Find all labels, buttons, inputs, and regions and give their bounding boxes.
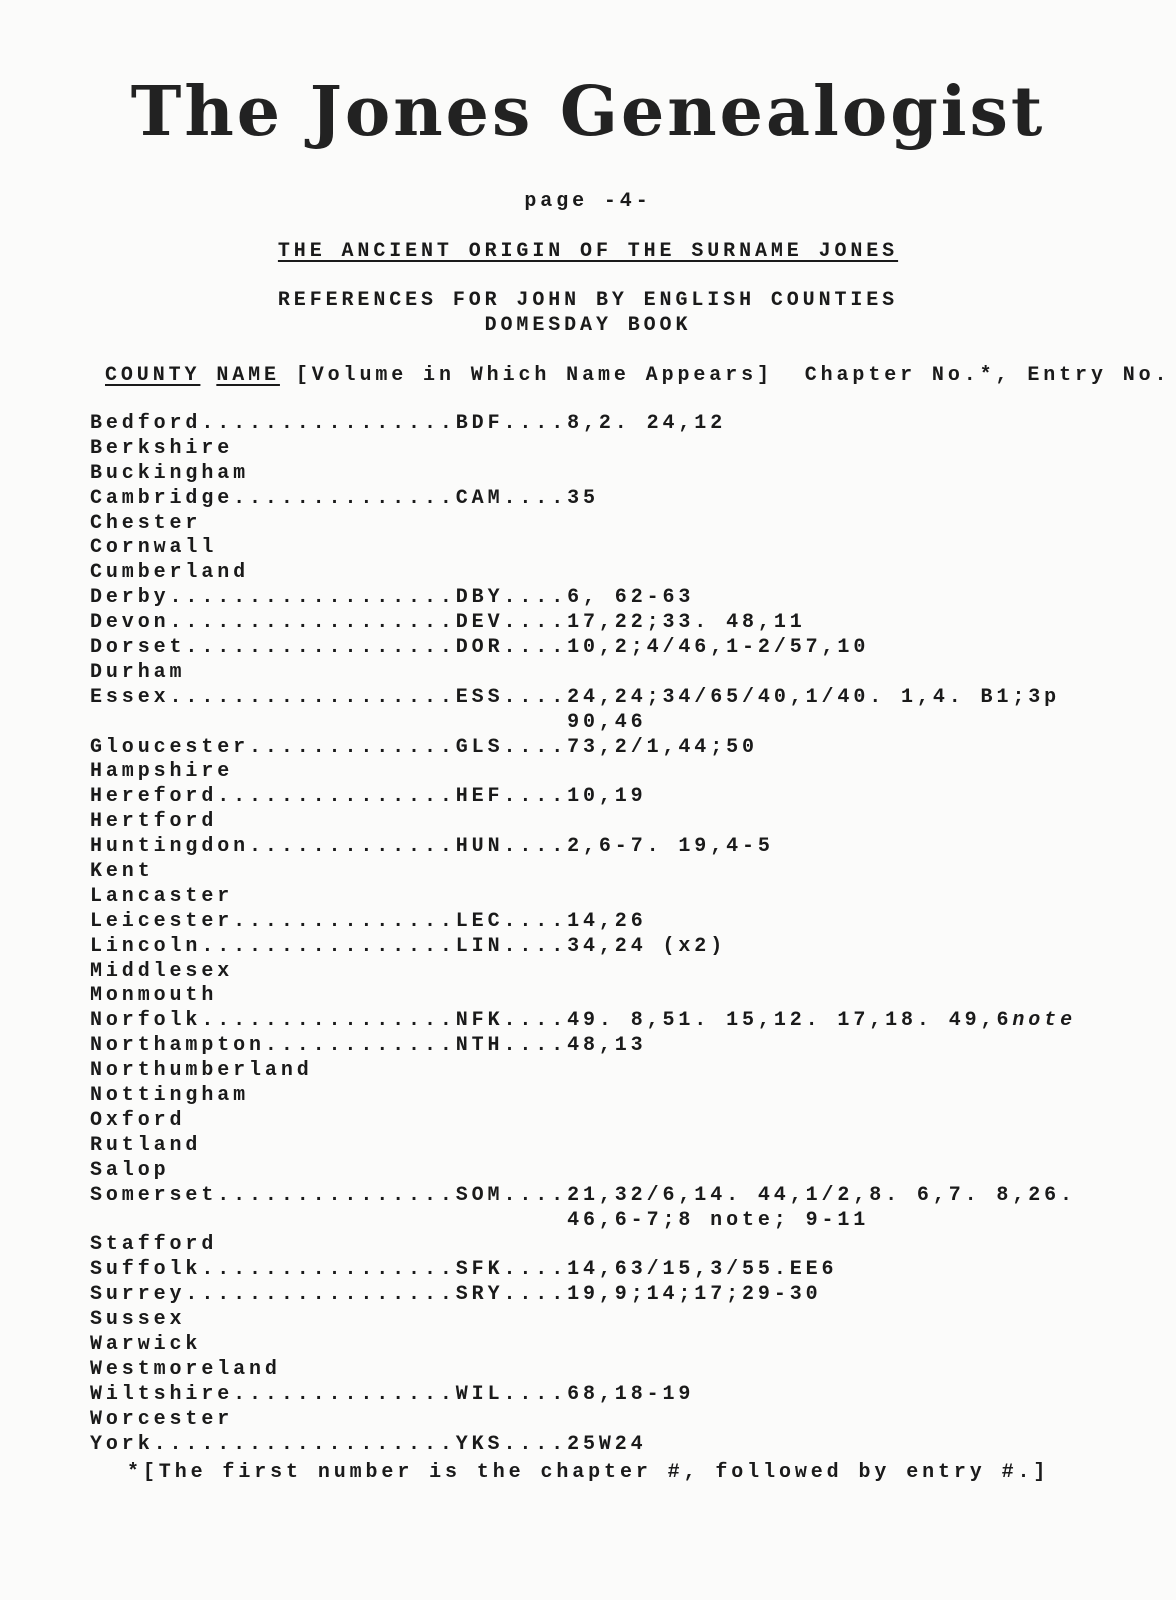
county-row <box>90 1009 1076 1034</box>
county-name: Gloucester <box>90 735 250 759</box>
leader-dots: .... <box>503 685 568 709</box>
volume-abbr: DEV <box>455 611 504 635</box>
chapter-entry-refs: 48,13 <box>567 1034 647 1058</box>
leader-dots: .... <box>503 1009 568 1033</box>
county-row <box>90 810 1076 835</box>
indent <box>90 711 567 734</box>
county-name: Sussex <box>90 1308 186 1332</box>
county-row <box>90 462 1076 487</box>
leader-dots: .... <box>503 735 568 759</box>
chapter-entry-refs: 34,24 (x2) <box>567 934 727 958</box>
indent <box>90 1209 567 1232</box>
leader-dots: .... <box>503 412 568 435</box>
leader-dots: .... <box>503 586 568 610</box>
volume-abbr: DBY <box>455 586 504 610</box>
leader-dots: .... <box>503 909 568 933</box>
county-row <box>90 835 1076 860</box>
volume-abbr: NTH <box>455 1034 504 1058</box>
leader-dots: .................. <box>169 611 456 635</box>
volume-abbr: DOR <box>455 636 504 660</box>
chapter-entry-refs: 10,2;4/46,1-2/57,10 <box>567 636 870 660</box>
chapter-entry-refs: 46,6-7;8 note; 9-11 <box>567 1208 870 1232</box>
county-row <box>90 487 1076 512</box>
county-row <box>90 785 1076 810</box>
county-name: Stafford <box>90 1233 218 1257</box>
county-row <box>90 586 1076 611</box>
county-row <box>90 935 1076 960</box>
county-name: Worcester <box>90 1407 234 1431</box>
county-name: Devon <box>90 611 170 635</box>
county-row <box>90 1134 1076 1159</box>
county-name: Chester <box>90 511 202 535</box>
county-name: Dorset <box>90 636 186 660</box>
leader-dots: ............. <box>249 835 456 859</box>
chapter-entry-refs: 35 <box>567 486 599 510</box>
leader-dots: ................ <box>201 1009 456 1033</box>
county-name: Northampton <box>90 1034 265 1058</box>
county-name: Middlesex <box>90 959 234 983</box>
county-name: Cumberland <box>90 561 250 585</box>
leader-dots: .............. <box>233 909 456 933</box>
county-row <box>90 736 1076 761</box>
chapter-entry-refs: 25W24 <box>567 1432 647 1456</box>
county-name: Salop <box>90 1158 170 1182</box>
chapter-entry-refs: 90,46 <box>567 710 647 734</box>
county-row <box>90 1034 1076 1059</box>
county-name: Monmouth <box>90 984 218 1008</box>
subheading-domesday: DOMESDAY BOOK <box>484 314 692 337</box>
county-name: Derby <box>90 586 170 610</box>
leader-dots: .... <box>503 1382 568 1406</box>
volume-abbr: WIL <box>455 1382 504 1406</box>
county-row <box>90 437 1076 462</box>
county-name: Somerset <box>90 1183 218 1207</box>
county-row <box>90 636 1076 661</box>
chapter-entry-refs: 19,9;14;17;29-30 <box>567 1283 822 1307</box>
chapter-entry-refs: 10,19 <box>567 785 647 809</box>
leader-dots: .... <box>503 934 568 958</box>
county-row-continuation <box>90 711 1076 736</box>
county-name: Hereford <box>90 785 218 809</box>
column-volume: [Volume in Which Name Appears] <box>295 364 773 387</box>
county-row <box>90 512 1076 537</box>
county-name: Cambridge <box>90 486 234 510</box>
volume-abbr: ESS <box>455 685 504 709</box>
county-row <box>90 1109 1076 1134</box>
county-row <box>90 536 1076 561</box>
county-row <box>90 1084 1076 1109</box>
county-name: Cornwall <box>90 536 218 560</box>
county-name: Leicester <box>90 909 234 933</box>
leader-dots: .............. <box>233 1382 456 1406</box>
column-county: COUNTY <box>105 364 201 387</box>
leader-dots: ................... <box>153 1432 456 1456</box>
county-row <box>90 984 1076 1009</box>
county-row <box>90 910 1076 935</box>
masthead-title: The Jones Genealogist <box>130 72 1046 152</box>
column-header <box>105 364 1170 387</box>
column-chapter-entry: Chapter No.*, Entry No. <box>804 364 1171 387</box>
county-row <box>90 661 1076 686</box>
county-name: Huntingdon <box>90 835 250 859</box>
volume-abbr: BDF <box>455 412 504 435</box>
county-name: Surrey <box>90 1283 186 1307</box>
volume-abbr: HUN <box>455 835 504 859</box>
volume-abbr: GLS <box>455 735 504 759</box>
county-name: Oxford <box>90 1108 186 1132</box>
county-name: Wiltshire <box>90 1382 234 1406</box>
county-row <box>90 1258 1076 1283</box>
chapter-entry-refs: 73,2/1,44;50 <box>567 735 758 759</box>
leader-dots: .................. <box>169 586 456 610</box>
county-row <box>90 561 1076 586</box>
leader-dots: .... <box>503 835 568 859</box>
volume-abbr: HEF <box>455 785 504 809</box>
county-row <box>90 1333 1076 1358</box>
county-row <box>90 412 1076 437</box>
volume-abbr: CAM <box>455 486 504 510</box>
article-heading: THE ANCIENT ORIGIN OF THE SURNAME JONES <box>277 240 899 263</box>
volume-abbr: SFK <box>455 1258 504 1282</box>
county-name: Buckingham <box>90 461 250 485</box>
leader-dots: ............... <box>217 1183 456 1207</box>
chapter-entry-refs: 21,32/6,14. 44,1/2,8. 6,7. 8,26. <box>567 1183 1076 1207</box>
county-row <box>90 611 1076 636</box>
county-name: Lincoln <box>90 934 202 958</box>
county-row <box>90 686 1076 711</box>
county-row-continuation <box>90 1209 1076 1234</box>
county-name: Nottingham <box>90 1084 250 1108</box>
county-row <box>90 1233 1076 1258</box>
leader-dots: .... <box>503 486 568 510</box>
leader-dots: .... <box>503 1258 568 1282</box>
refs-note: note <box>1012 1009 1076 1033</box>
county-name: Bedford <box>90 412 202 435</box>
leader-dots: .................. <box>169 685 456 709</box>
county-name: Essex <box>90 685 170 709</box>
county-name: Kent <box>90 860 154 884</box>
leader-dots: .............. <box>233 486 456 510</box>
county-name: Westmoreland <box>90 1357 281 1381</box>
county-name: Suffolk <box>90 1258 202 1282</box>
leader-dots: .... <box>503 1183 568 1207</box>
leader-dots: ................ <box>201 934 456 958</box>
county-name: Northumberland <box>90 1059 313 1083</box>
county-row <box>90 1383 1076 1408</box>
volume-abbr: YKS <box>455 1432 504 1456</box>
county-name: Hampshire <box>90 760 234 784</box>
county-row <box>90 1433 1076 1458</box>
leader-dots: .... <box>503 785 568 809</box>
chapter-entry-refs: 6, 62-63 <box>567 586 695 610</box>
leader-dots: .... <box>503 611 568 635</box>
county-row <box>90 1408 1076 1433</box>
county-row <box>90 885 1076 910</box>
county-row <box>90 1059 1076 1084</box>
leader-dots: ............ <box>264 1034 456 1058</box>
leader-dots: ................. <box>185 1283 456 1307</box>
leader-dots: ............... <box>217 785 456 809</box>
county-row <box>90 1184 1076 1209</box>
leader-dots: ................ <box>201 412 456 435</box>
county-row <box>90 1283 1076 1308</box>
leader-dots: .... <box>503 1034 568 1058</box>
page-number: page -4- <box>524 190 652 213</box>
county-row <box>90 960 1076 985</box>
county-name: Rutland <box>90 1133 202 1157</box>
chapter-entry-refs: 14,26 <box>567 909 647 933</box>
subheading-references: REFERENCES FOR JOHN BY ENGLISH COUNTIES <box>277 289 899 312</box>
chapter-entry-refs: 24,24;34/65/40,1/40. 1,4. B1;3p <box>567 685 1061 709</box>
chapter-entry-refs: 2,6-7. 19,4-5 <box>567 835 774 859</box>
county-name: York <box>90 1432 154 1456</box>
volume-abbr: SRY <box>455 1283 504 1307</box>
leader-dots: .... <box>503 1432 568 1456</box>
county-name: Berkshire <box>90 436 234 460</box>
volume-abbr: SOM <box>455 1183 504 1207</box>
leader-dots: ............. <box>249 735 456 759</box>
county-name: Norfolk <box>90 1009 202 1033</box>
leader-dots: .... <box>503 1283 568 1307</box>
county-row <box>90 1308 1076 1333</box>
chapter-entry-refs: 14,63/15,3/55.EE6 <box>567 1258 838 1282</box>
leader-dots: ................ <box>201 1258 456 1282</box>
county-row <box>90 860 1076 885</box>
volume-abbr: LEC <box>455 909 504 933</box>
chapter-entry-refs: 68,18-19 <box>567 1382 695 1406</box>
chapter-entry-refs: 8,2. 24,12 <box>567 412 727 435</box>
column-name: NAME <box>216 364 280 387</box>
volume-abbr: NFK <box>455 1009 504 1033</box>
leader-dots: .... <box>503 636 568 660</box>
county-name: Lancaster <box>90 884 234 908</box>
county-row <box>90 1358 1076 1383</box>
volume-abbr: LIN <box>455 934 504 958</box>
county-list <box>90 412 1076 1457</box>
chapter-entry-refs: 17,22;33. 48,11 <box>567 611 806 635</box>
footnote: *[The first number is the chapter #, followed by entry #.] <box>127 1461 1050 1484</box>
county-name: Warwick <box>90 1332 202 1356</box>
county-name: Durham <box>90 660 186 684</box>
county-row <box>90 1159 1076 1184</box>
county-row <box>90 760 1076 785</box>
leader-dots: ................. <box>185 636 456 660</box>
chapter-entry-refs: 49. 8,51. 15,12. 17,18. 49,6 <box>567 1009 1013 1033</box>
county-name: Hertford <box>90 810 218 834</box>
